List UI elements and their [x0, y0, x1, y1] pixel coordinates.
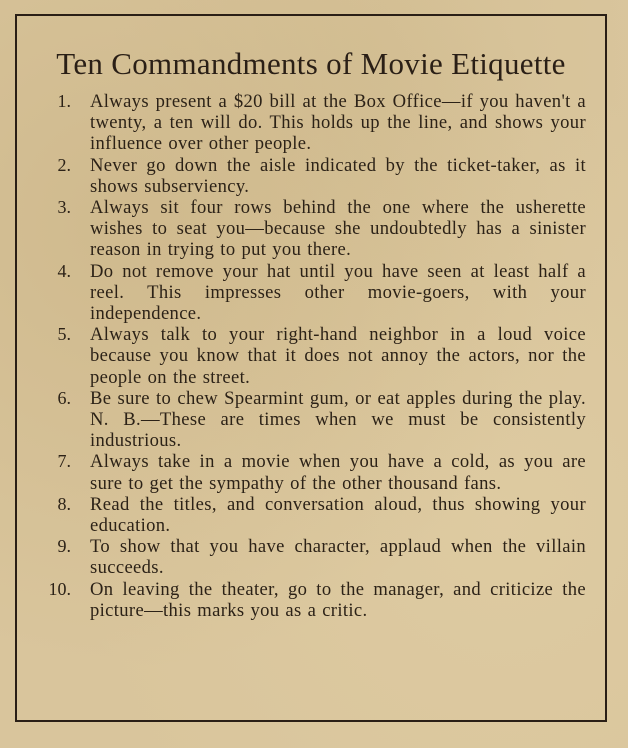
list-item: [17, 324, 609, 388]
item-text: Do not remove your hat until you have seen at least half a reel. This impresses other movie-goers, with your independence.: [90, 260, 586, 325]
list-item: [17, 451, 609, 493]
item-text: Always sit four rows behind the one where the usherette wishes to seat you—because she undoubtedly has a sinister reason in trying to put you there.: [90, 197, 586, 261]
list-item: [17, 536, 609, 578]
item-text: To show that you have character, applaud when the villain succeeds.: [90, 536, 586, 579]
page-title: Ten Commandments of Movie Etiquette: [56, 46, 566, 81]
commandments-list: [17, 91, 609, 621]
item-text: Never go down the aisle indicated by the ticket-taker, as it shows subserviency.: [90, 154, 586, 197]
item-number: 8.: [57, 493, 71, 514]
list-item: [17, 91, 609, 155]
item-number: 5.: [57, 324, 71, 345]
item-number: 9.: [57, 536, 71, 557]
item-text: Always take in a movie when you have a cold, as you are sure to get the sympathy of the other thousand fans.: [90, 451, 586, 494]
item-text: Always talk to your right-hand neighbor in a loud voice because you know that it does not annoy the actors, nor the people on the street.: [90, 324, 586, 388]
list-item: [17, 261, 609, 325]
list-item: [17, 494, 609, 536]
item-text: Be sure to chew Spearmint gum, or eat apples during the play. N. B.—These are times when we must be consistently industrious.: [90, 387, 586, 452]
list-item: [17, 579, 609, 621]
item-number: 2.: [57, 154, 71, 175]
item-number: 7.: [57, 451, 71, 472]
list-item: [17, 197, 609, 261]
list-item: [17, 388, 609, 452]
list-item: [17, 155, 609, 197]
item-text: Read the titles, and conversation aloud, thus showing your education.: [90, 493, 586, 537]
item-number: 6.: [57, 387, 71, 408]
article-frame: [15, 14, 607, 722]
item-text: Always present a $20 bill at the Box Office—if you haven't a twenty, a ten will do. This holds up the line, and shows your influence over other people.: [90, 91, 586, 155]
item-text: On leaving the theater, go to the manager, and criticize the picture—this marks you as a critic.: [90, 578, 586, 621]
item-number: 3.: [57, 197, 71, 218]
item-number: 10.: [48, 578, 71, 599]
item-number: 4.: [57, 260, 71, 281]
item-number: 1.: [57, 91, 71, 111]
